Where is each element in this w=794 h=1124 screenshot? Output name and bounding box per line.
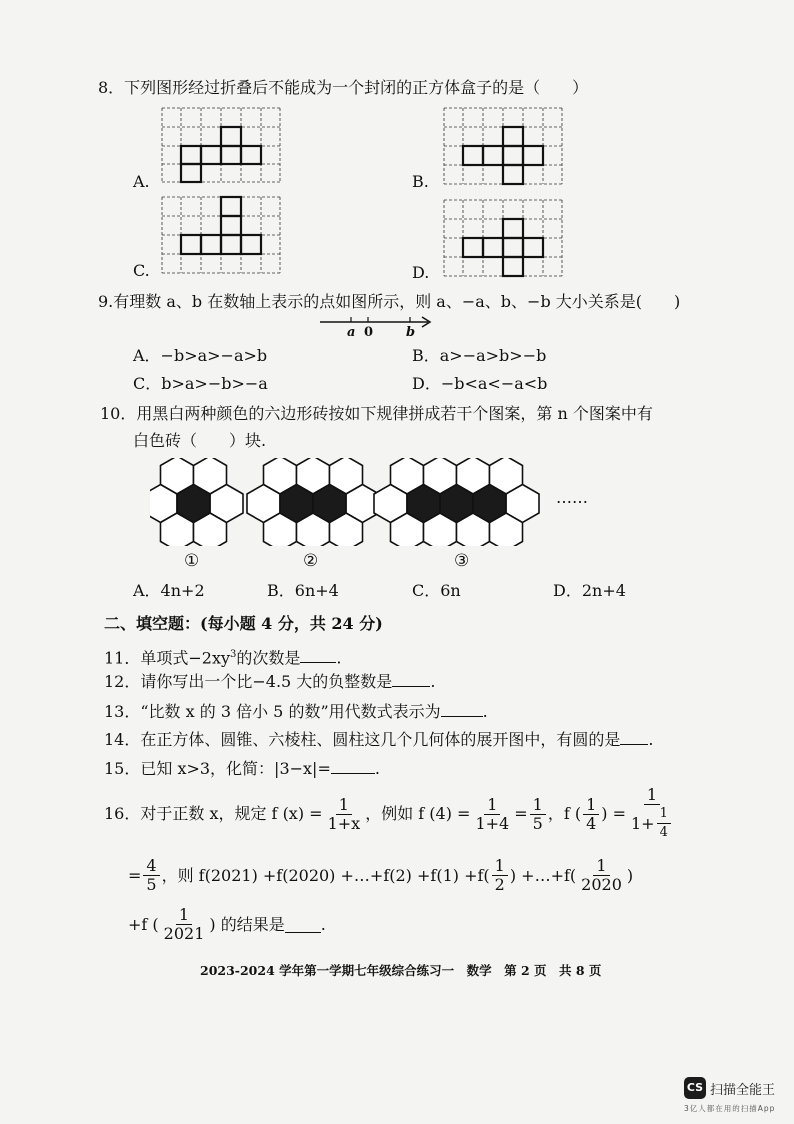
q16-fraction [161, 906, 208, 943]
q16-text: ) +…+f( [509, 865, 577, 885]
q11-answer-blank[interactable] [300, 646, 336, 663]
q8-net-c [160, 195, 282, 275]
q10-option-c: C．6n [412, 581, 461, 600]
q16-text: = [128, 865, 142, 885]
q16-fraction [628, 786, 676, 842]
q8-option-c: C. [133, 261, 150, 280]
scanner-watermark [684, 1077, 775, 1099]
q11 [104, 645, 342, 668]
frac-den: 1+x [327, 813, 361, 833]
frac-den: 2 [494, 875, 505, 894]
frac-den: 2020 [581, 875, 622, 894]
frac-den: 5 [146, 875, 157, 894]
q16-text: ) = [601, 804, 626, 823]
q16-fraction [578, 857, 625, 894]
q15-pre: 15．已知 x>3，化简：|3−x|= [104, 759, 331, 778]
q16-text: 16．对于正数 x，规定 f (x) = [104, 804, 323, 823]
q9-option-b: B．a>−a>b>−b [412, 346, 547, 365]
pattern-3 [374, 458, 539, 546]
q12-end: . [430, 672, 436, 691]
q9-label-b: b [406, 325, 416, 340]
frac-den: 5 [532, 813, 543, 833]
q14-answer-blank[interactable] [620, 728, 648, 745]
q12-answer-blank[interactable] [392, 670, 430, 687]
pattern-2 [247, 458, 379, 546]
q9-option-c: C．b>a>−b>−a [133, 374, 268, 393]
q15-answer-blank[interactable] [331, 757, 375, 774]
q16-text: = [514, 804, 528, 823]
frac-num: 1 [336, 796, 352, 815]
q8-net-a [160, 106, 282, 184]
q16-fraction [492, 857, 508, 894]
frac-num: 1 [657, 805, 671, 824]
q9-label-zero: 0 [364, 325, 374, 340]
q11-end: . [336, 648, 342, 668]
q14-pre: 14．在正方体、圆锥、六棱柱、圆柱这几个几何体的展开图中，有圆的是 [104, 730, 621, 749]
q16-text: ) 的结果是 [209, 914, 285, 934]
frac-den-text: 1+ [631, 813, 655, 833]
q14-end: . [648, 730, 654, 749]
q16-text: +f ( [128, 914, 159, 934]
q16-line1 [104, 786, 678, 842]
q10-figure-label-3: ③ [454, 551, 470, 571]
q8-option-d: D. [412, 263, 430, 282]
q16-line2 [128, 857, 633, 894]
q10-option-d: D．2n+4 [553, 581, 626, 600]
q12 [104, 670, 435, 692]
q10-option-b: B．6n+4 [267, 581, 339, 600]
watermark-name: 扫描全能王 [710, 1082, 776, 1098]
q13-pre: 13．“比数 x 的 3 倍小 5 的数”用代数式表示为 [104, 702, 441, 721]
q16-fraction [472, 796, 512, 833]
q8-net-b [442, 106, 564, 186]
q16-fraction [583, 796, 599, 833]
q13 [104, 700, 488, 722]
q8-stem: 8．下列图形经过折叠后不能成为一个封闭的正方体盒子的是（ ） [98, 78, 589, 97]
q10-ellipsis: …… [556, 488, 588, 507]
q16-line3 [128, 906, 326, 943]
q16-text: ，则 f(2021) +f(2020) +…+f(2) +f(1) +f( [161, 865, 490, 885]
frac-num: 1 [484, 796, 500, 815]
q16-text: ) [626, 865, 634, 885]
frac-den: 1+4 [475, 813, 510, 833]
q15 [104, 757, 380, 779]
frac-num: 4 [143, 857, 159, 876]
q9-number-line [318, 314, 436, 330]
q16-inner-fraction [657, 805, 671, 842]
q16-end: . [320, 914, 326, 934]
frac-den: 2021 [163, 924, 205, 943]
q10-hex-patterns [150, 458, 580, 546]
q16-fraction [143, 857, 159, 894]
frac-num: 1 [176, 906, 192, 925]
q10-stem-line2: 白色砖（ ）块. [133, 431, 267, 450]
q8-option-b: B. [412, 172, 429, 191]
q11-post: 的次数是 [236, 648, 301, 668]
q10-figure-label-2: ② [303, 551, 319, 571]
section2-heading: 二、填空题：(每小题 4 分，共 24 分) [104, 614, 383, 633]
camscanner-logo-icon: CS [684, 1077, 706, 1099]
q13-end: . [482, 702, 488, 721]
q16-fraction [325, 796, 364, 833]
frac-num: 1 [492, 857, 508, 876]
frac-den [628, 805, 676, 842]
q9-stem: 9.有理数 a、b 在数轴上表示的点如图所示，则 a、−a、b、−b 大小关系是( ) [98, 292, 681, 311]
frac-den: 4 [659, 825, 668, 840]
q10-figure-label-1: ① [184, 551, 200, 571]
q16-fraction [530, 796, 546, 833]
q16-answer-blank[interactable] [285, 916, 321, 933]
q9-label-a: a [347, 325, 356, 340]
q13-answer-blank[interactable] [441, 700, 483, 717]
pattern-1 [150, 458, 243, 546]
frac-den: 4 [586, 813, 597, 833]
q15-end: . [374, 759, 380, 778]
q10-stem-line1: 10．用黑白两种颜色的六边形砖按如下规律拼成若干个图案，第 n 个图案中有 [100, 404, 653, 423]
q8-option-a: A. [133, 172, 150, 191]
frac-num: 1 [583, 796, 599, 815]
q12-pre: 12．请你写出一个比−4.5 大的负整数是 [104, 672, 393, 691]
q11-sup: 3 [230, 649, 237, 660]
frac-num: 1 [530, 796, 546, 815]
watermark-sub: 3亿人都在用的扫描App [684, 1104, 776, 1113]
q16-text: ，例如 f (4) = [365, 804, 471, 823]
frac-num: 1 [593, 857, 609, 876]
q8-net-d [442, 198, 564, 278]
q14 [104, 728, 653, 750]
q10-option-a: A．4n+2 [133, 581, 205, 600]
q9-option-d: D．−b<a<−a<b [412, 374, 548, 393]
frac-num: 1 [644, 786, 660, 805]
q9-option-a: A．−b>a>−a>b [133, 346, 268, 365]
q16-text: ，f ( [547, 804, 582, 823]
q11-pre: 11．单项式−2xy [104, 648, 231, 668]
page-footer: 2023-2024 学年第一学期七年级综合练习一 数学 第 2 页 共 8 页 [200, 963, 602, 978]
